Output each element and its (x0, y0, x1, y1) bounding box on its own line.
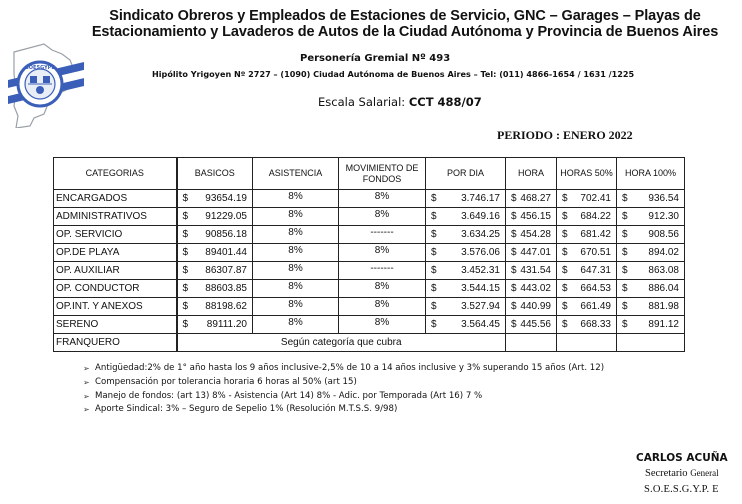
cell-basico: $ 88603.85 (177, 280, 253, 298)
cell-movimiento: 8% (339, 316, 426, 334)
cell-basico: $ 89111.20 (177, 316, 253, 334)
cell-asistencia: 8% (253, 208, 339, 226)
currency-symbol: $ (182, 211, 189, 222)
union-title (80, 8, 730, 40)
cell-hora: $ 468.27 (506, 190, 557, 208)
cell-horas-50: $ 668.33 (557, 316, 617, 334)
cell-asistencia: 8% (253, 226, 339, 244)
cell-categoria: SERENO (54, 316, 177, 334)
note-item: ➢ Compensación por tolerancia horaria 6 horas al 50% (art 15) (83, 376, 604, 390)
cell-por-dia: $ 3.634.25 (426, 226, 506, 244)
periodo-heading: PERIODO : ENERO 2022 (497, 128, 633, 142)
cell-movimiento: ------- (339, 226, 426, 244)
currency-symbol: $ (182, 229, 189, 240)
currency-symbol: $ (182, 319, 189, 330)
cell-movimiento: 8% (339, 280, 426, 298)
currency-symbol: $ (182, 193, 189, 204)
cell-movimiento: 8% (339, 244, 426, 262)
cell-horas-50: $ 661.49 (557, 298, 617, 316)
col-header-categorias: CATEGORIAS (54, 158, 177, 190)
col-header-basicos: BASICOS (177, 158, 253, 190)
cell-hora-100: $ 908.56 (617, 226, 685, 244)
union-logo (4, 40, 86, 128)
currency-symbol: $ (182, 283, 189, 294)
cell-hora-100: $ 881.98 (617, 298, 685, 316)
table-row-franquero (54, 334, 685, 352)
signatory-role: Secretario General (645, 468, 719, 479)
table-row (54, 316, 685, 334)
currency-symbol: $ (622, 193, 628, 204)
cell-categoria: OP. CONDUCTOR (54, 280, 177, 298)
currency-symbol: $ (431, 319, 437, 330)
cell-hora-100: $ 863.08 (617, 262, 685, 280)
currency-symbol: $ (511, 301, 517, 312)
note-item: ➢ Aporte Sindical: 3% – Seguro de Sepelio 1% (Resolución M.T.S.S. 9/98) (83, 403, 604, 417)
cell-por-dia: $ 3.649.16 (426, 208, 506, 226)
col-header-hora-100: HORA 100% (617, 158, 685, 190)
note-item: ➢ Manejo de fondos: (art 13) 8% - Asistencia (Art 14) 8% - Adic. por Temporada (Art 16) 7 % (83, 390, 604, 404)
bullet-arrow-icon: ➢ (83, 364, 90, 373)
currency-symbol: $ (431, 265, 437, 276)
currency-symbol: $ (622, 247, 628, 258)
cell-por-dia: $ 3.452.31 (426, 262, 506, 280)
bullet-arrow-icon: ➢ (83, 405, 90, 415)
table-row (54, 298, 685, 316)
currency-symbol: $ (511, 283, 517, 294)
table-row (54, 244, 685, 262)
seal-pump-icon (30, 76, 37, 83)
cell-hora: $ 447.01 (506, 244, 557, 262)
cell-movimiento: 8% (339, 298, 426, 316)
cell-hora: $ 454.28 (506, 226, 557, 244)
cell-hora: $ 431.54 (506, 262, 557, 280)
cell-movimiento: 8% (339, 208, 426, 226)
bullet-arrow-icon: ➢ (83, 377, 90, 387)
currency-symbol: $ (431, 229, 437, 240)
cell-categoria: FRANQUERO (54, 334, 177, 352)
col-header-asistencia: ASISTENCIA (253, 158, 339, 190)
cell-asistencia: 8% (253, 262, 339, 280)
cell-movimiento: 8% (339, 190, 426, 208)
cell-categoria: OP.DE PLAYA (54, 244, 177, 262)
currency-symbol: $ (622, 319, 628, 330)
currency-symbol: $ (431, 247, 437, 258)
cell-categoria: OP. SERVICIO (54, 226, 177, 244)
salary-table (53, 157, 685, 352)
personeria-gremial: Personería Gremial Nº 493 (300, 53, 451, 64)
seal-car-icon (43, 76, 50, 83)
escala-salarial (318, 95, 482, 109)
currency-symbol: $ (622, 265, 628, 276)
cell-asistencia: 8% (253, 280, 339, 298)
currency-symbol: $ (511, 211, 517, 222)
seal-shield-icon (36, 86, 44, 94)
currency-symbol: $ (562, 265, 568, 276)
cell-asistencia: 8% (253, 190, 339, 208)
table-row (54, 208, 685, 226)
cell-hora-100: $ 886.04 (617, 280, 685, 298)
cell-basico: $ 93654.19 (177, 190, 253, 208)
cell-basico: $ 88198.62 (177, 298, 253, 316)
cell-hora: $ 440.99 (506, 298, 557, 316)
cell-hora-100: $ 912.30 (617, 208, 685, 226)
cell-asistencia: 8% (253, 298, 339, 316)
col-header-horas-50: HORAS 50% (557, 158, 617, 190)
cell-horas-50: $ 664.53 (557, 280, 617, 298)
title-line-2: Estacionamiento y Lavaderos de Autos de la Ciudad Autónoma y Provincia de Buenos Aires (91, 24, 719, 40)
cell-hora-100: $ 894.02 (617, 244, 685, 262)
cell-categoria: ADMINISTRATIVOS (54, 208, 177, 226)
cell-por-dia: $ 3.746.17 (426, 190, 506, 208)
currency-symbol: $ (511, 247, 517, 258)
cell-asistencia: 8% (253, 244, 339, 262)
currency-symbol: $ (562, 247, 568, 258)
cell-horas-50: $ 684.22 (557, 208, 617, 226)
cell-horas-50: $ 681.42 (557, 226, 617, 244)
currency-symbol: $ (431, 193, 437, 204)
currency-symbol: $ (511, 319, 517, 330)
cell-hora-100: $ 891.12 (617, 316, 685, 334)
seal-lettering: SOESGYPE (25, 65, 55, 71)
cell-por-dia: $ 3.527.94 (426, 298, 506, 316)
cell-empty (617, 334, 685, 352)
cell-movimiento: ------- (339, 262, 426, 280)
currency-symbol: $ (562, 319, 568, 330)
signatory-name: CARLOS ACUÑA (636, 452, 728, 464)
currency-symbol: $ (182, 301, 189, 312)
cell-categoria: ENCARGADOS (54, 190, 177, 208)
currency-symbol: $ (622, 229, 628, 240)
currency-symbol: $ (431, 283, 437, 294)
cell-basico: $ 91229.05 (177, 208, 253, 226)
cell-empty (506, 334, 557, 352)
signatory-org: S.O.E.S.G.Y.P. E (644, 484, 719, 495)
address-line: Hipólito Yrigoyen Nº 2727 – (1090) Ciudad Autónoma de Buenos Aires – Tel: (011) 4866-1654 / 1631 /1225 (152, 69, 635, 79)
cell-por-dia: $ 3.576.06 (426, 244, 506, 262)
currency-symbol: $ (622, 211, 628, 222)
cell-asistencia: 8% (253, 316, 339, 334)
currency-symbol: $ (562, 301, 568, 312)
currency-symbol: $ (562, 283, 568, 294)
table-row (54, 280, 685, 298)
escala-label: Escala Salarial: (318, 95, 406, 109)
table-row (54, 226, 685, 244)
table-header-row (54, 158, 685, 190)
col-header-movimiento: MOVIMIENTO DE FONDOS (339, 158, 426, 190)
cell-por-dia: $ 3.544.15 (426, 280, 506, 298)
note-item: ➢ Antigüedad:2% de 1° año hasta los 9 años inclusive-2,5% de 10 a 14 años inclusive y 3% superando 15 años (Art. 12) (83, 362, 604, 376)
bullet-arrow-icon: ➢ (83, 391, 90, 401)
currency-symbol: $ (562, 211, 568, 222)
cell-horas-50: $ 647.31 (557, 262, 617, 280)
cell-basico: $ 86307.87 (177, 262, 253, 280)
currency-symbol: $ (431, 301, 437, 312)
cell-categoria: OP. AUXILIAR (54, 262, 177, 280)
cell-hora: $ 445.56 (506, 316, 557, 334)
currency-symbol: $ (182, 247, 189, 258)
table-row (54, 262, 685, 280)
currency-symbol: $ (562, 229, 568, 240)
cell-hora: $ 456.15 (506, 208, 557, 226)
currency-symbol: $ (562, 193, 568, 204)
cell-categoria: OP.INT. Y ANEXOS (54, 298, 177, 316)
cell-franquero-note: Según categoría que cubra (177, 334, 506, 352)
notes-list (83, 362, 604, 417)
escala-value: CCT 488/07 (408, 95, 482, 109)
cell-horas-50: $ 702.41 (557, 190, 617, 208)
cell-por-dia: $ 3.564.45 (426, 316, 506, 334)
currency-symbol: $ (622, 301, 628, 312)
cell-hora-100: $ 936.54 (617, 190, 685, 208)
cell-basico: $ 90856.18 (177, 226, 253, 244)
currency-symbol: $ (511, 229, 517, 240)
cell-hora: $ 443.02 (506, 280, 557, 298)
title-line-1: Sindicato Obreros y Empleados de Estaciones de Servicio, GNC – Garages – Playas de (109, 8, 701, 24)
currency-symbol: $ (622, 283, 628, 294)
cell-basico: $ 89401.44 (177, 244, 253, 262)
col-header-hora: HORA (506, 158, 557, 190)
currency-symbol: $ (182, 265, 189, 276)
currency-symbol: $ (511, 265, 517, 276)
currency-symbol: $ (511, 193, 517, 204)
cell-horas-50: $ 670.51 (557, 244, 617, 262)
currency-symbol: $ (431, 211, 437, 222)
col-header-por-dia: POR DIA (426, 158, 506, 190)
cell-empty (557, 334, 617, 352)
table-row (54, 190, 685, 208)
